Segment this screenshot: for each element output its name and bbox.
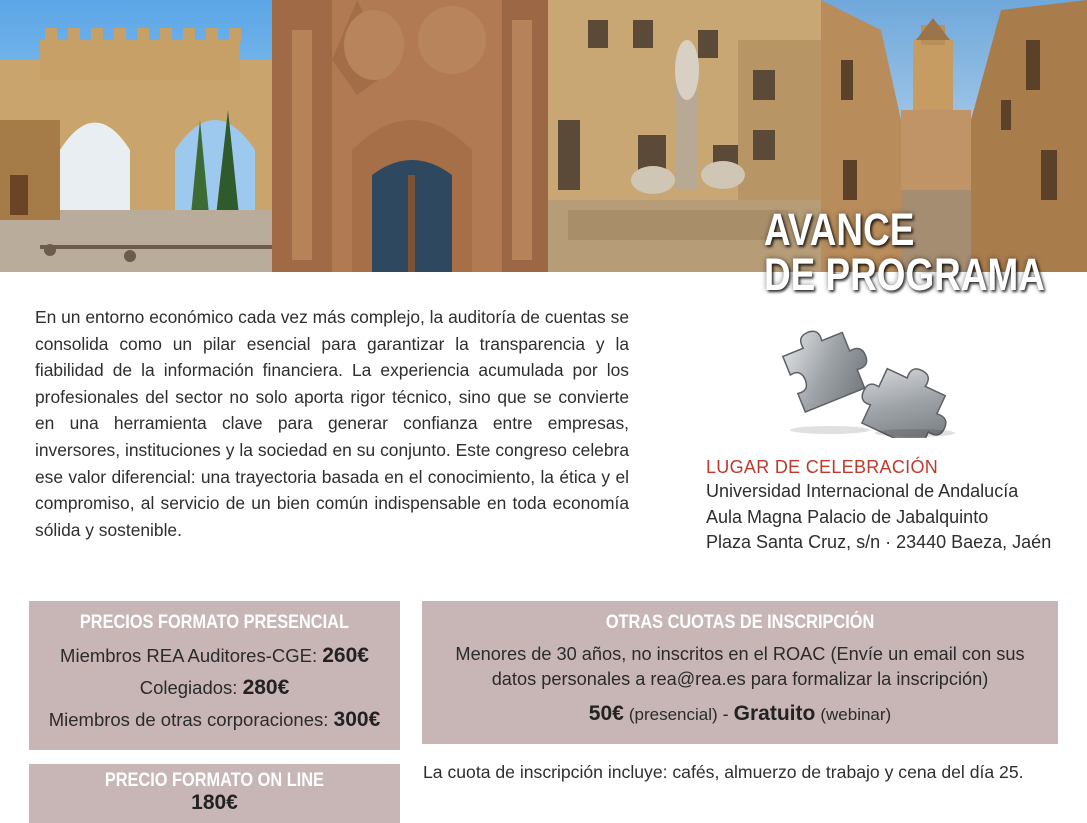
puzzle-pieces-icon [770,318,960,438]
other-fees-text: Menores de 30 años, no inscritos en el ROAC (Envíe un email con sus datos personales a rea@rea.es para formalizar la inscripción) [455,644,1025,689]
headline-line-1: AVANCE [764,204,915,255]
presencial-prices-box [29,601,400,750]
price-value: 280€ [242,676,290,699]
intro-paragraph: En un entorno económico cada vez más complejo, la auditoría de cuentas se consolida como un pilar esencial para garantizar la transparencia y la fiabilidad de la información financiera. La experiencia acumulada por los profesionales del sector no solo aporta rigor técnico, sino que se convierte en una herramienta clave para generar confianza entre empresas, inversores, instituciones y la sociedad en su conjunto. Este congreso celebra ese valor diferencial: una trayectoria basada en el conocimiento, la ética y el compromiso, al servicio de un bien común indispensable en toda economía sólida y sostenible. [35,307,629,540]
venue-room: Aula Magna Palacio de Jabalquinto [706,506,989,527]
online-price-box [29,764,400,823]
price-row-colegiados [29,672,400,704]
price-row-label: Miembros de otras corporaciones: [48,709,334,730]
headline-line-2: DE PROGRAMA [764,249,1045,300]
other-fees-prices [422,702,1058,726]
program-preview-heading [764,204,1045,300]
gothic-facade-photo [272,0,548,272]
venue-section [706,455,1076,556]
youth-webinar-price: Gratuito [733,702,816,725]
price-value: 260€ [322,644,369,667]
price-separator: - [717,704,734,724]
arch-gate-photo [0,0,272,272]
other-fees-box [422,601,1058,744]
online-price: 180€ [191,791,238,814]
venue-heading: LUGAR DE CELEBRACIÓN [706,457,939,477]
online-title: PRECIO FORMATO ON LINE [104,770,325,791]
youth-webinar-label: (webinar) [820,705,892,724]
price-row-label: Colegiados: [139,677,243,698]
other-fees-title: OTRAS CUOTAS DE INSCRIPCIÓN [605,612,875,633]
presencial-title: PRECIOS FORMATO PRESENCIAL [79,612,350,633]
price-value: 300€ [333,708,381,731]
price-row-rea [29,640,400,672]
venue-address: Plaza Santa Cruz, s/n · 23440 Baeza, Jaén [706,532,1052,552]
price-row-otras [29,704,400,736]
youth-presencial-price: 50€ [588,702,624,725]
price-row-label: Miembros REA Auditores-CGE: [60,645,323,666]
fee-includes-note: La cuota de inscripción incluye: cafés, almuerzo de trabajo y cena del día 25. [423,762,1024,782]
youth-presencial-label: (presencial) [628,705,718,724]
venue-name: Universidad Internacional de Andalucía [706,481,1019,501]
